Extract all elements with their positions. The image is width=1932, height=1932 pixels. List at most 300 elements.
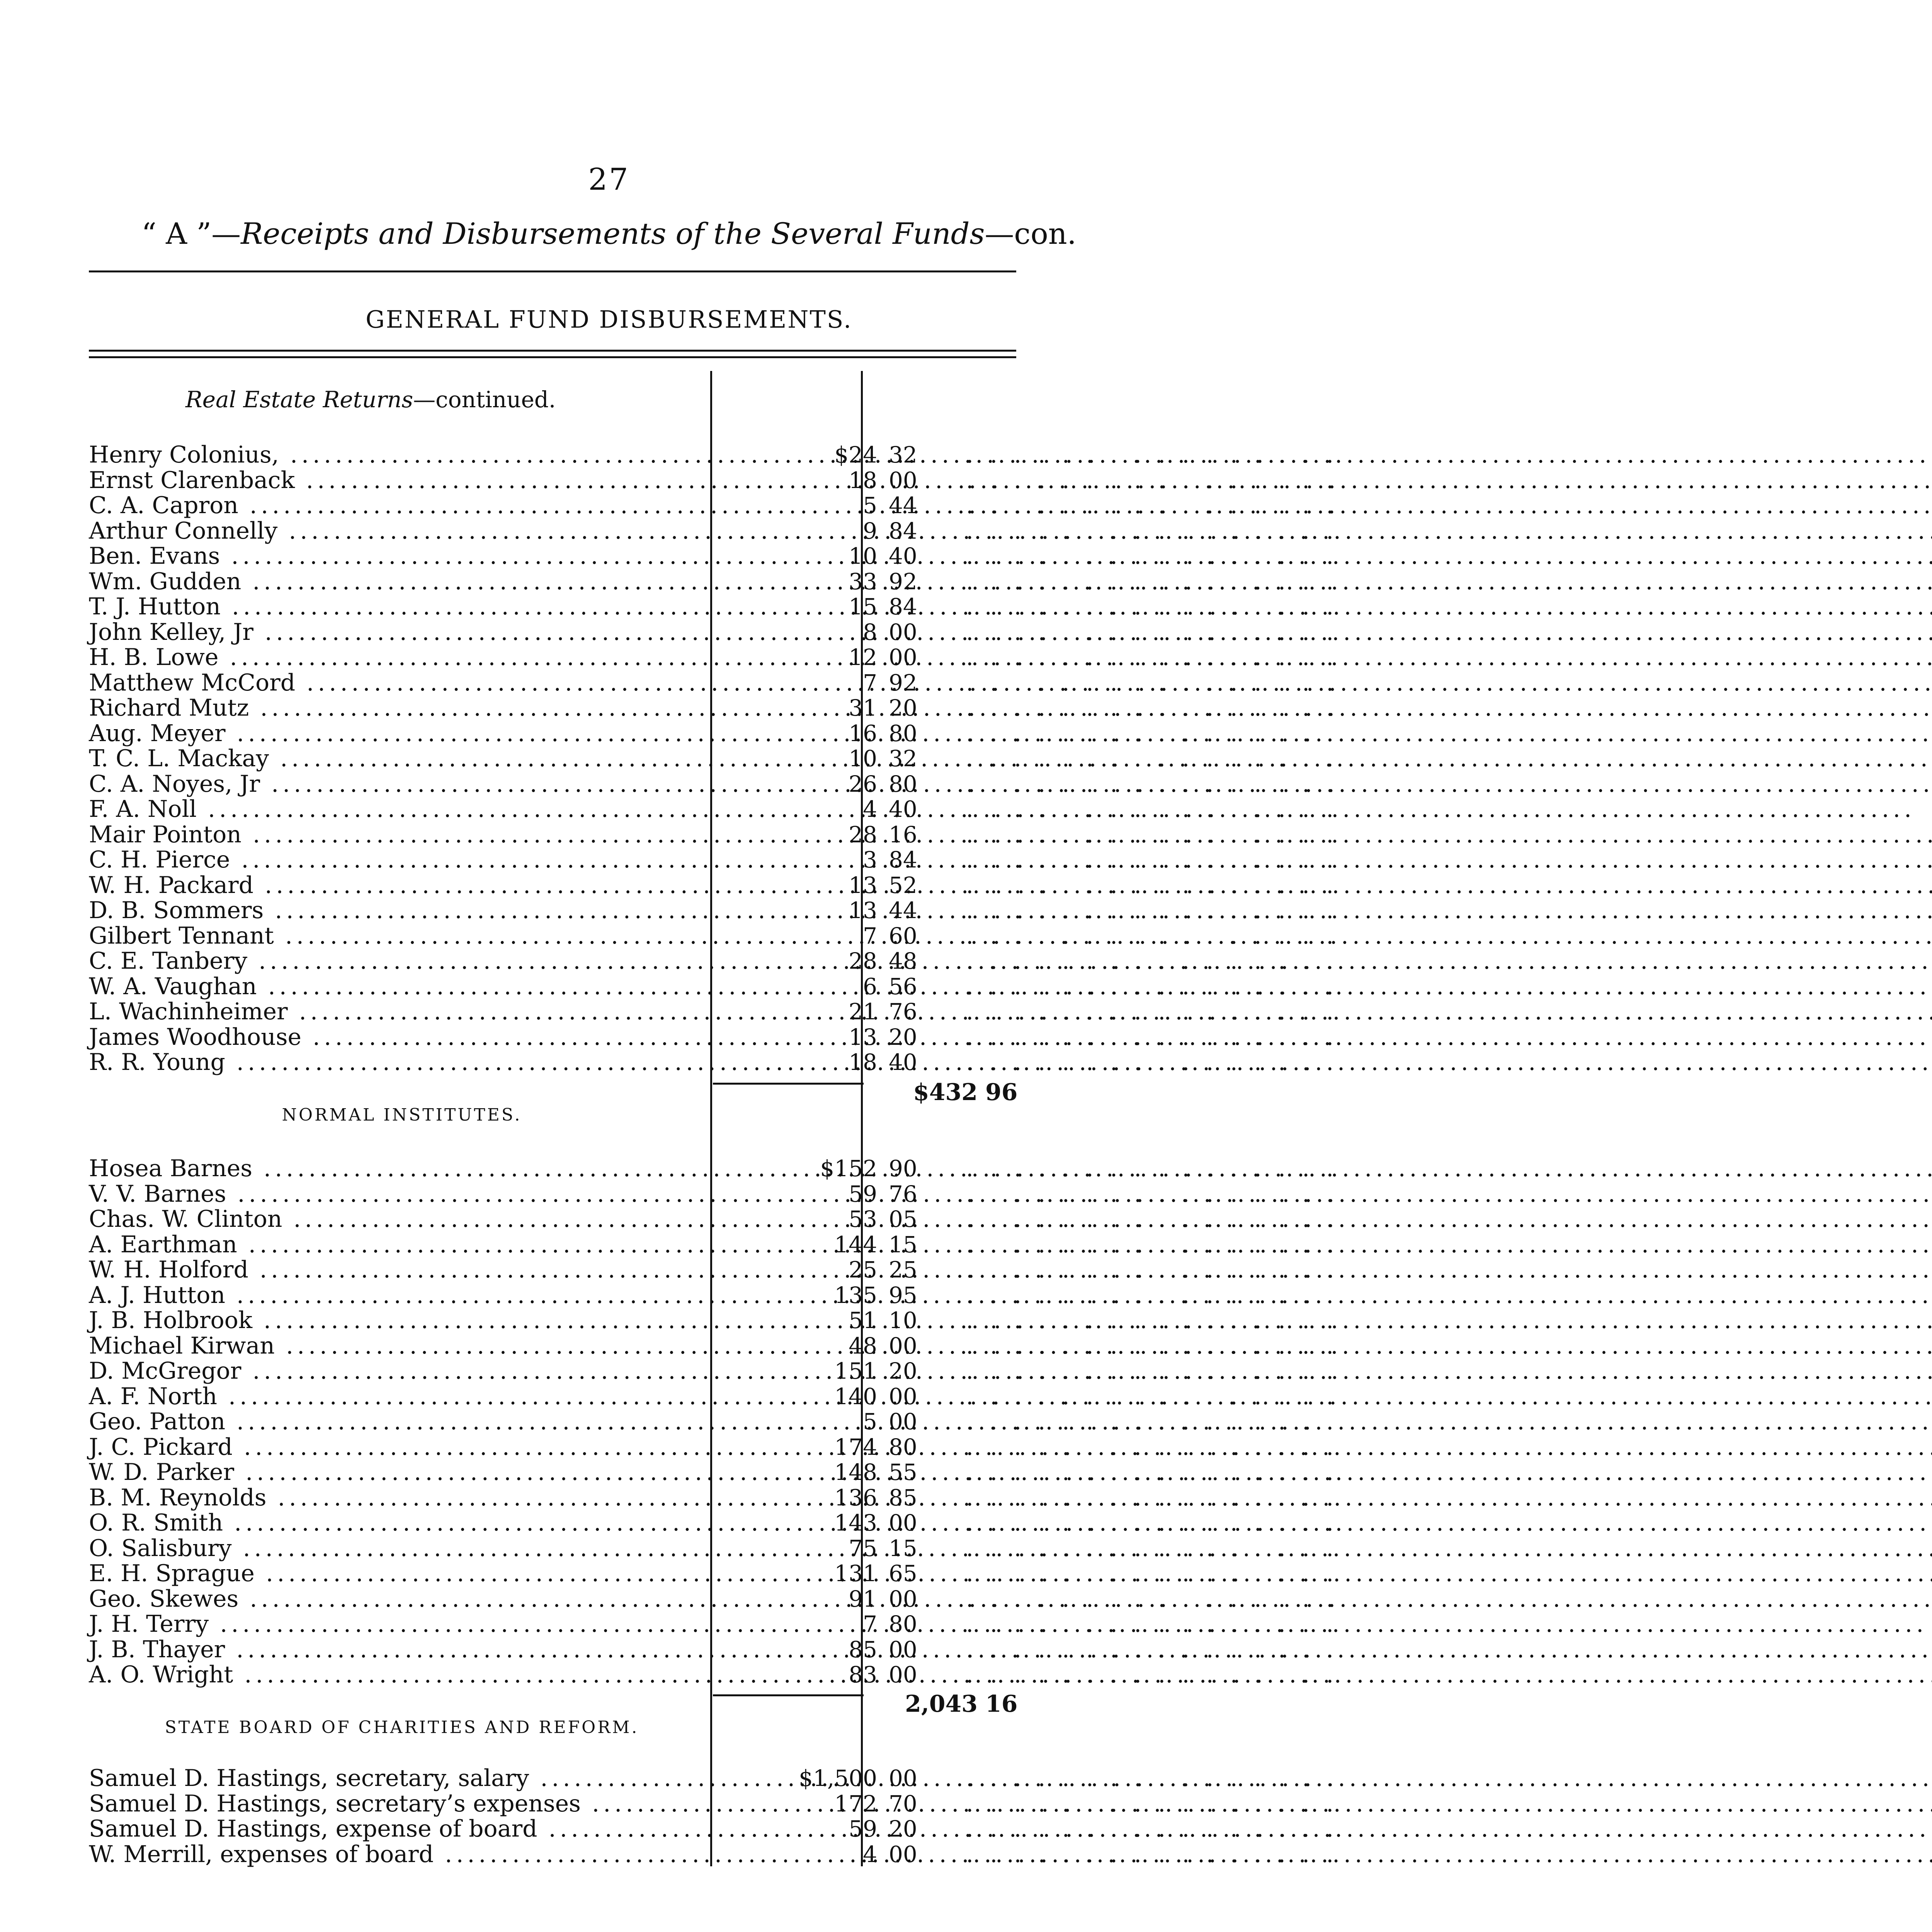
ledger-row	[89, 922, 1338, 949]
payee-name: Wm. Gudden .....	[89, 569, 711, 594]
amount-cents: 55	[889, 1459, 917, 1485]
amount-dollars: 12	[849, 644, 877, 670]
ledger-row	[89, 644, 1338, 671]
amount	[711, 1637, 939, 1662]
amount	[711, 519, 939, 543]
amount-cents: 40	[889, 1049, 917, 1075]
amount-cents: 10	[889, 1307, 917, 1333]
amount-cents: 70	[889, 1790, 917, 1817]
payee-name: V. V. Barnes .....	[89, 1182, 711, 1206]
ledger-row	[89, 1484, 1338, 1511]
leader-dots: . . . . . . . . . . . . . . . .	[966, 1206, 1338, 1233]
amount-cents: 76	[889, 1180, 917, 1207]
amount-cents: 84	[889, 517, 917, 544]
leader-dots: . . . . . . . . . . . . . . . .	[966, 492, 1338, 519]
payee-name: John Kelley, Jr .....	[89, 620, 711, 645]
charities-heading: STATE BOARD OF CHARITIES AND REFORM.	[165, 1718, 639, 1737]
amount-dollars: $152	[820, 1155, 877, 1182]
ledger-row	[89, 1307, 1338, 1334]
leader-dots: . . . . . . . . . . . . . . . .	[966, 593, 1338, 620]
leader-dots: . . . . . . . . . . . . . . . .	[966, 821, 1338, 848]
ledger-row	[89, 821, 1338, 848]
leader-dots: . . . . . . . . . . . . . . . .	[966, 897, 1338, 924]
amount-dollars: 10	[849, 745, 877, 772]
amount-cents: 80	[889, 1611, 917, 1637]
amount-dollars: 5	[863, 1408, 877, 1435]
ledger-row	[89, 871, 1338, 899]
amount-dollars: 172	[834, 1790, 877, 1817]
amount	[711, 696, 939, 720]
payee-name: W. H. Holford .....	[89, 1257, 711, 1282]
amount-cents: 05	[889, 1206, 917, 1232]
leader-dots: . . . . . . . . . . . . . . . .	[966, 1256, 1338, 1283]
ledger-row	[89, 568, 1338, 595]
amount-dollars: 15	[849, 594, 877, 620]
real-estate-total	[881, 1080, 1032, 1105]
amount-cents: 16	[889, 821, 917, 848]
leader-dots: . . . . . . . . . . . . . . . .	[966, 846, 1338, 873]
normal-institutes-total-cents: 16	[985, 1690, 1018, 1718]
amount-cents: 85	[889, 1484, 917, 1511]
normal-institutes-heading: NORMAL INSTITUTES.	[282, 1105, 522, 1125]
payee-name: Chas. W. Clinton .....	[89, 1207, 711, 1231]
leader-dots: . . . . . . . . . . . . . . . .	[966, 922, 1338, 949]
amount	[711, 949, 939, 973]
payee-name: D. B. Sommers .....	[89, 898, 711, 923]
leader-dots: . . . . . . . . . . . . . . . .	[966, 1357, 1338, 1384]
amount-dollars: 13	[849, 872, 877, 898]
ledger-row	[89, 1256, 1338, 1283]
amount	[711, 1333, 939, 1358]
amount-cents: 20	[889, 695, 917, 721]
amount	[711, 1842, 939, 1867]
payee-name: Arthur Connelly .....	[89, 519, 711, 543]
real-estate-total-cents: 96	[985, 1079, 1018, 1106]
payee-name: C. E. Tanbery .....	[89, 949, 711, 973]
payee-name: B. M. Reynolds .....	[89, 1485, 711, 1510]
ledger-row	[89, 466, 1338, 494]
ledger-row	[89, 1357, 1338, 1384]
payee-name: Geo. Skewes .....	[89, 1587, 711, 1611]
payee-name: Ernst Clarenback .....	[89, 468, 711, 493]
ledger-row	[89, 593, 1338, 620]
ledger-row	[89, 1840, 1338, 1868]
leader-dots: . . . . . . . . . . . . . . . .	[966, 1023, 1338, 1051]
amount	[711, 847, 939, 872]
payee-name: W. D. Parker .....	[89, 1460, 711, 1485]
payee-name: E. H. Sprague .....	[89, 1561, 711, 1586]
amount-dollars: 131	[834, 1560, 877, 1587]
ledger-row	[89, 796, 1338, 823]
leader-dots: . . . . . . . . . . . . . . . .	[966, 1560, 1338, 1587]
amount	[711, 1536, 939, 1561]
payee-name: Mair Pointon .....	[89, 822, 711, 847]
amount	[711, 1485, 939, 1510]
real-estate-heading	[185, 386, 556, 413]
amount-dollars: $1,500	[799, 1765, 877, 1791]
amount-cents: 32	[889, 442, 917, 468]
payee-name: H. B. Lowe .....	[89, 645, 711, 670]
amount	[711, 873, 939, 898]
leader-dots: . . . . . . . . . . . . . . . .	[966, 1307, 1338, 1334]
payee-name: O. R. Smith .....	[89, 1510, 711, 1535]
amount	[711, 746, 939, 771]
leader-dots: . . . . . . . . . . . . . . . .	[966, 796, 1338, 823]
payee-name: F. A. Noll .....	[89, 797, 711, 821]
payee-name: Geo. Patton .....	[89, 1409, 711, 1434]
leader-dots: . . . . . . . . . . . . . . . .	[966, 517, 1338, 544]
amount-dollars: 13	[849, 1024, 877, 1050]
running-title-main: Receipts and Disbursements of the Several Funds	[241, 216, 985, 251]
leader-dots: . . . . . . . . . . . . . . . .	[966, 1534, 1338, 1562]
leader-dots: . . . . . . . . . . . . . . . .	[966, 1332, 1338, 1359]
ledger-row	[89, 1023, 1338, 1051]
section-title: GENERAL FUND DISBURSEMENTS.	[366, 305, 852, 333]
amount-dollars: 48	[849, 1332, 877, 1359]
amount-cents: 92	[889, 568, 917, 595]
leader-dots: . . . . . . . . . . . . . . . .	[966, 1180, 1338, 1208]
ledger-row	[89, 492, 1338, 519]
amount-dollars: 91	[849, 1585, 877, 1612]
leader-dots: . . . . . . . . . . . . . . . .	[966, 694, 1338, 721]
amount	[711, 569, 939, 594]
amount-cents: 90	[889, 1155, 917, 1182]
payee-name: Gilbert Tennant .....	[89, 923, 711, 948]
leader-dots: . . . . . . . . . . . . . . . .	[966, 1049, 1338, 1076]
amount	[711, 1232, 939, 1257]
ledger-row	[89, 1155, 1338, 1182]
ledger-row	[89, 441, 1338, 468]
leader-dots: . . . . . . . . . . . . . . . .	[966, 1408, 1338, 1435]
payee-name: Ben. Evans .....	[89, 544, 711, 568]
leader-dots: . . . . . . . . . . . . . . . .	[966, 1585, 1338, 1612]
leader-dots: . . . . . . . . . . . . . . . .	[966, 998, 1338, 1025]
amount-cents: 00	[889, 644, 917, 670]
leader-dots: . . . . . . . . . . . . . . . .	[966, 1231, 1338, 1258]
amount-dollars: 174	[834, 1434, 877, 1460]
amount	[711, 1460, 939, 1485]
amount-cents: 60	[889, 922, 917, 949]
ledger-row	[89, 770, 1338, 798]
payee-name: J. B. Thayer .....	[89, 1637, 711, 1662]
amount-cents: 00	[889, 1383, 917, 1410]
amount-dollars: 143	[834, 1510, 877, 1536]
leader-dots: . . . . . . . . . . . . . . . .	[966, 543, 1338, 570]
header-double-rule-top	[89, 350, 1016, 352]
ledger-row	[89, 1332, 1338, 1359]
amount-dollars: 140	[834, 1383, 877, 1410]
payee-name: J. H. Terry .....	[89, 1612, 711, 1636]
amount	[711, 1384, 939, 1409]
amount-cents: 80	[889, 720, 917, 747]
ledger-row	[89, 998, 1338, 1025]
amount	[711, 1435, 939, 1459]
amount-dollars: 135	[834, 1282, 877, 1308]
amount	[711, 1182, 939, 1206]
amount	[711, 1359, 939, 1383]
leader-dots: . . . . . . . . . . . . . . . .	[966, 1765, 1338, 1792]
amount-dollars: 3	[863, 847, 877, 873]
leader-dots: . . . . . . . . . . . . . . . .	[966, 1155, 1338, 1182]
amount	[711, 468, 939, 493]
ledger-row	[89, 1408, 1338, 1435]
leader-dots: . . . . . . . . . . . . . . . .	[966, 1790, 1338, 1817]
ledger-row	[89, 846, 1338, 873]
amount	[711, 1612, 939, 1636]
normal-institutes-total-dollars: 2,043	[905, 1690, 978, 1718]
payee-name: Samuel D. Hastings, secretary’s expenses .....	[89, 1791, 711, 1816]
amount-cents: 40	[889, 796, 917, 822]
amount-dollars: 136	[834, 1484, 877, 1511]
amount-cents: 44	[889, 897, 917, 923]
amount-cents: 25	[889, 1257, 917, 1283]
ledger-row	[89, 897, 1338, 924]
amount-cents: 00	[889, 1841, 917, 1867]
amount-dollars: 21	[849, 998, 877, 1025]
payee-name: C. A. Noyes, Jr .....	[89, 772, 711, 796]
page-number: 27	[588, 162, 630, 197]
amount-dollars: 4	[863, 796, 877, 822]
leader-dots: . . . . . . . . . . . . . . . .	[966, 770, 1338, 798]
title-rule	[89, 270, 1016, 272]
amount	[711, 1662, 939, 1687]
leader-dots: . . . . . . . . . . . . . . . .	[966, 1459, 1338, 1486]
amount-dollars: 151	[834, 1358, 877, 1384]
leader-dots: . . . . . . . . . . . . . . . .	[966, 1661, 1338, 1688]
ledger-row	[89, 1661, 1338, 1688]
amount	[711, 1283, 939, 1308]
leader-dots: . . . . . . . . . . . . . . . .	[966, 1509, 1338, 1536]
amount-cents: 00	[889, 1408, 917, 1435]
payee-name: T. J. Hutton .....	[89, 594, 711, 619]
ledger-row	[89, 947, 1338, 975]
amount-cents: 56	[889, 973, 917, 1000]
amount-cents: 76	[889, 998, 917, 1025]
amount	[711, 974, 939, 999]
amount-cents: 00	[889, 619, 917, 645]
amount	[711, 645, 939, 670]
amount	[711, 923, 939, 948]
real-estate-heading-suffix: —continued.	[413, 386, 556, 413]
amount-cents: 80	[889, 1434, 917, 1460]
ledger-row	[89, 1560, 1338, 1587]
leader-dots: . . . . . . . . . . . . . . . .	[966, 1484, 1338, 1511]
leader-dots: . . . . . . . . . . . . . . . .	[966, 1815, 1338, 1842]
running-title-suffix: —con.	[985, 216, 1077, 251]
ledger-row	[89, 1459, 1338, 1486]
payee-name: A. J. Hutton .....	[89, 1283, 711, 1308]
amount	[711, 1207, 939, 1231]
leader-dots: . . . . . . . . . . . . . . . .	[966, 1636, 1338, 1663]
leader-dots: . . . . . . . . . . . . . . . .	[966, 973, 1338, 1000]
ledger-row	[89, 1433, 1338, 1461]
ledger-row	[89, 973, 1338, 1000]
ledger-row	[89, 1534, 1338, 1562]
amount	[711, 1816, 939, 1841]
amount-dollars: 26	[849, 770, 877, 797]
amount-cents: 92	[889, 669, 917, 696]
payee-name: Aug. Meyer .....	[89, 721, 711, 746]
amount-dollars: 10	[849, 543, 877, 569]
payee-name: R. R. Young .....	[89, 1050, 711, 1075]
amount-cents: 95	[889, 1282, 917, 1308]
amount	[711, 1587, 939, 1611]
amount	[711, 544, 939, 568]
payee-name: A. Earthman .....	[89, 1232, 711, 1257]
amount	[711, 594, 939, 619]
amount-dollars: 18	[849, 467, 877, 493]
payee-name: W. Merrill, expenses of board .....	[89, 1842, 711, 1867]
header-double-rule-bottom	[89, 356, 1016, 358]
ledger-row	[89, 1231, 1338, 1258]
amount-dollars: 25	[849, 1257, 877, 1283]
amount-dollars: 85	[849, 1636, 877, 1663]
amount	[711, 797, 939, 821]
ledger-row	[89, 1206, 1338, 1233]
amount-dollars: 7	[863, 1611, 877, 1637]
amount-cents: 20	[889, 1024, 917, 1050]
ledger-row	[89, 517, 1338, 544]
amount-cents: 00	[889, 1585, 917, 1612]
leader-dots: . . . . . . . . . . . . . . . .	[966, 618, 1338, 646]
amount-cents: 00	[889, 467, 917, 493]
ledger-row	[89, 745, 1338, 772]
amount-cents: 32	[889, 745, 917, 772]
payee-name: L. Wachinheimer .....	[89, 999, 711, 1024]
payee-name: James Woodhouse .....	[89, 1025, 711, 1049]
payee-name: W. A. Vaughan .....	[89, 974, 711, 999]
amount	[711, 1766, 939, 1791]
amount-cents: 40	[889, 543, 917, 569]
amount-cents: 20	[889, 1816, 917, 1842]
leader-dots: . . . . . . . . . . . . . . . .	[966, 441, 1338, 468]
leader-dots: . . . . . . . . . . . . . . . .	[966, 947, 1338, 975]
real-estate-total-rule	[713, 1083, 864, 1085]
payee-name: Matthew McCord .....	[89, 670, 711, 695]
amount-dollars: 7	[863, 669, 877, 696]
leader-dots: . . . . . . . . . . . . . . . .	[966, 568, 1338, 595]
amount-dollars: 7	[863, 922, 877, 949]
amount-cents: 00	[889, 1332, 917, 1359]
real-estate-total-dollars: $432	[913, 1079, 978, 1106]
amount-dollars: 53	[849, 1206, 877, 1232]
amount-dollars: 144	[834, 1231, 877, 1258]
ledger-row	[89, 694, 1338, 721]
amount	[711, 772, 939, 796]
amount	[711, 1409, 939, 1434]
amount	[711, 493, 939, 518]
ledger-row	[89, 1611, 1338, 1638]
amount-dollars: 83	[849, 1662, 877, 1688]
amount	[711, 1257, 939, 1282]
ledger-row	[89, 1180, 1338, 1208]
amount-dollars: 75	[849, 1535, 877, 1561]
amount	[711, 1791, 939, 1816]
amount	[711, 999, 939, 1024]
amount	[711, 1050, 939, 1075]
payee-name: A. O. Wright .....	[89, 1662, 711, 1687]
amount-dollars: 28	[849, 821, 877, 848]
leader-dots: . . . . . . . . . . . . . . . .	[966, 1840, 1338, 1868]
amount-dollars: 59	[849, 1180, 877, 1207]
amount	[711, 1510, 939, 1535]
amount-cents: 15	[889, 1535, 917, 1561]
payee-name: C. A. Capron .....	[89, 493, 711, 518]
amount	[711, 1025, 939, 1049]
ledger-row	[89, 669, 1338, 696]
amount-cents: 00	[889, 1765, 917, 1791]
amount-dollars: 13	[849, 897, 877, 923]
payee-name: Hosea Barnes .....	[89, 1156, 711, 1181]
amount-dollars: 31	[849, 695, 877, 721]
leader-dots: . . . . . . . . . . . . . . . .	[966, 1383, 1338, 1410]
payee-name: W. H. Packard .....	[89, 873, 711, 898]
payee-name: J. C. Pickard .....	[89, 1435, 711, 1459]
leader-dots: . . . . . . . . . . . . . . . .	[966, 644, 1338, 671]
payee-name: Richard Mutz .....	[89, 696, 711, 720]
ledger-row	[89, 618, 1338, 646]
amount-cents: 00	[889, 1636, 917, 1663]
amount	[711, 721, 939, 746]
amount	[711, 670, 939, 695]
leader-dots: . . . . . . . . . . . . . . . .	[966, 669, 1338, 696]
ledger-row	[89, 1383, 1338, 1410]
leader-dots: . . . . . . . . . . . . . . . .	[966, 745, 1338, 772]
amount	[711, 898, 939, 923]
ledger-row	[89, 719, 1338, 747]
leader-dots: . . . . . . . . . . . . . . . .	[966, 1433, 1338, 1461]
leader-dots: . . . . . . . . . . . . . . . .	[966, 871, 1338, 899]
payee-name: Henry Colonius, .....	[89, 442, 711, 467]
ledger-row	[89, 1636, 1338, 1663]
leader-dots: . . . . . . . . . . . . . . . .	[966, 466, 1338, 494]
amount	[711, 1561, 939, 1586]
amount-dollars: 4	[863, 1841, 877, 1867]
ledger-row	[89, 1049, 1338, 1076]
payee-name: J. B. Holbrook .....	[89, 1308, 711, 1333]
ledger-row	[89, 1790, 1338, 1817]
ledger-row	[89, 1281, 1338, 1309]
ledger-row	[89, 1585, 1338, 1612]
amount-dollars: 51	[849, 1307, 877, 1333]
amount-dollars: 5	[863, 492, 877, 519]
amount-cents: 80	[889, 770, 917, 797]
amount-dollars: 59	[849, 1816, 877, 1842]
amount-cents: 15	[889, 1231, 917, 1258]
ledger-row	[89, 543, 1338, 570]
amount-dollars: 16	[849, 720, 877, 747]
amount-cents: 48	[889, 948, 917, 974]
amount-cents: 65	[889, 1560, 917, 1587]
payee-name: C. H. Pierce .....	[89, 847, 711, 872]
ledger-row	[89, 1765, 1338, 1792]
amount-cents: 44	[889, 492, 917, 519]
amount-cents: 84	[889, 847, 917, 873]
amount-dollars: $24	[834, 442, 877, 468]
leader-dots: . . . . . . . . . . . . . . . .	[966, 1281, 1338, 1309]
amount-cents: 84	[889, 594, 917, 620]
payee-name: D. McGregor .....	[89, 1359, 711, 1383]
amount	[711, 1156, 939, 1181]
payee-name: O. Salisbury .....	[89, 1536, 711, 1561]
amount	[711, 1308, 939, 1333]
payee-name: Michael Kirwan .....	[89, 1333, 711, 1358]
amount-dollars: 6	[863, 973, 877, 1000]
ledger-row	[89, 1815, 1338, 1842]
running-title-prefix: “ A ”—	[141, 216, 241, 251]
payee-name: Samuel D. Hastings, expense of board .....	[89, 1816, 711, 1841]
real-estate-heading-italic: Real Estate Returns	[185, 386, 413, 413]
